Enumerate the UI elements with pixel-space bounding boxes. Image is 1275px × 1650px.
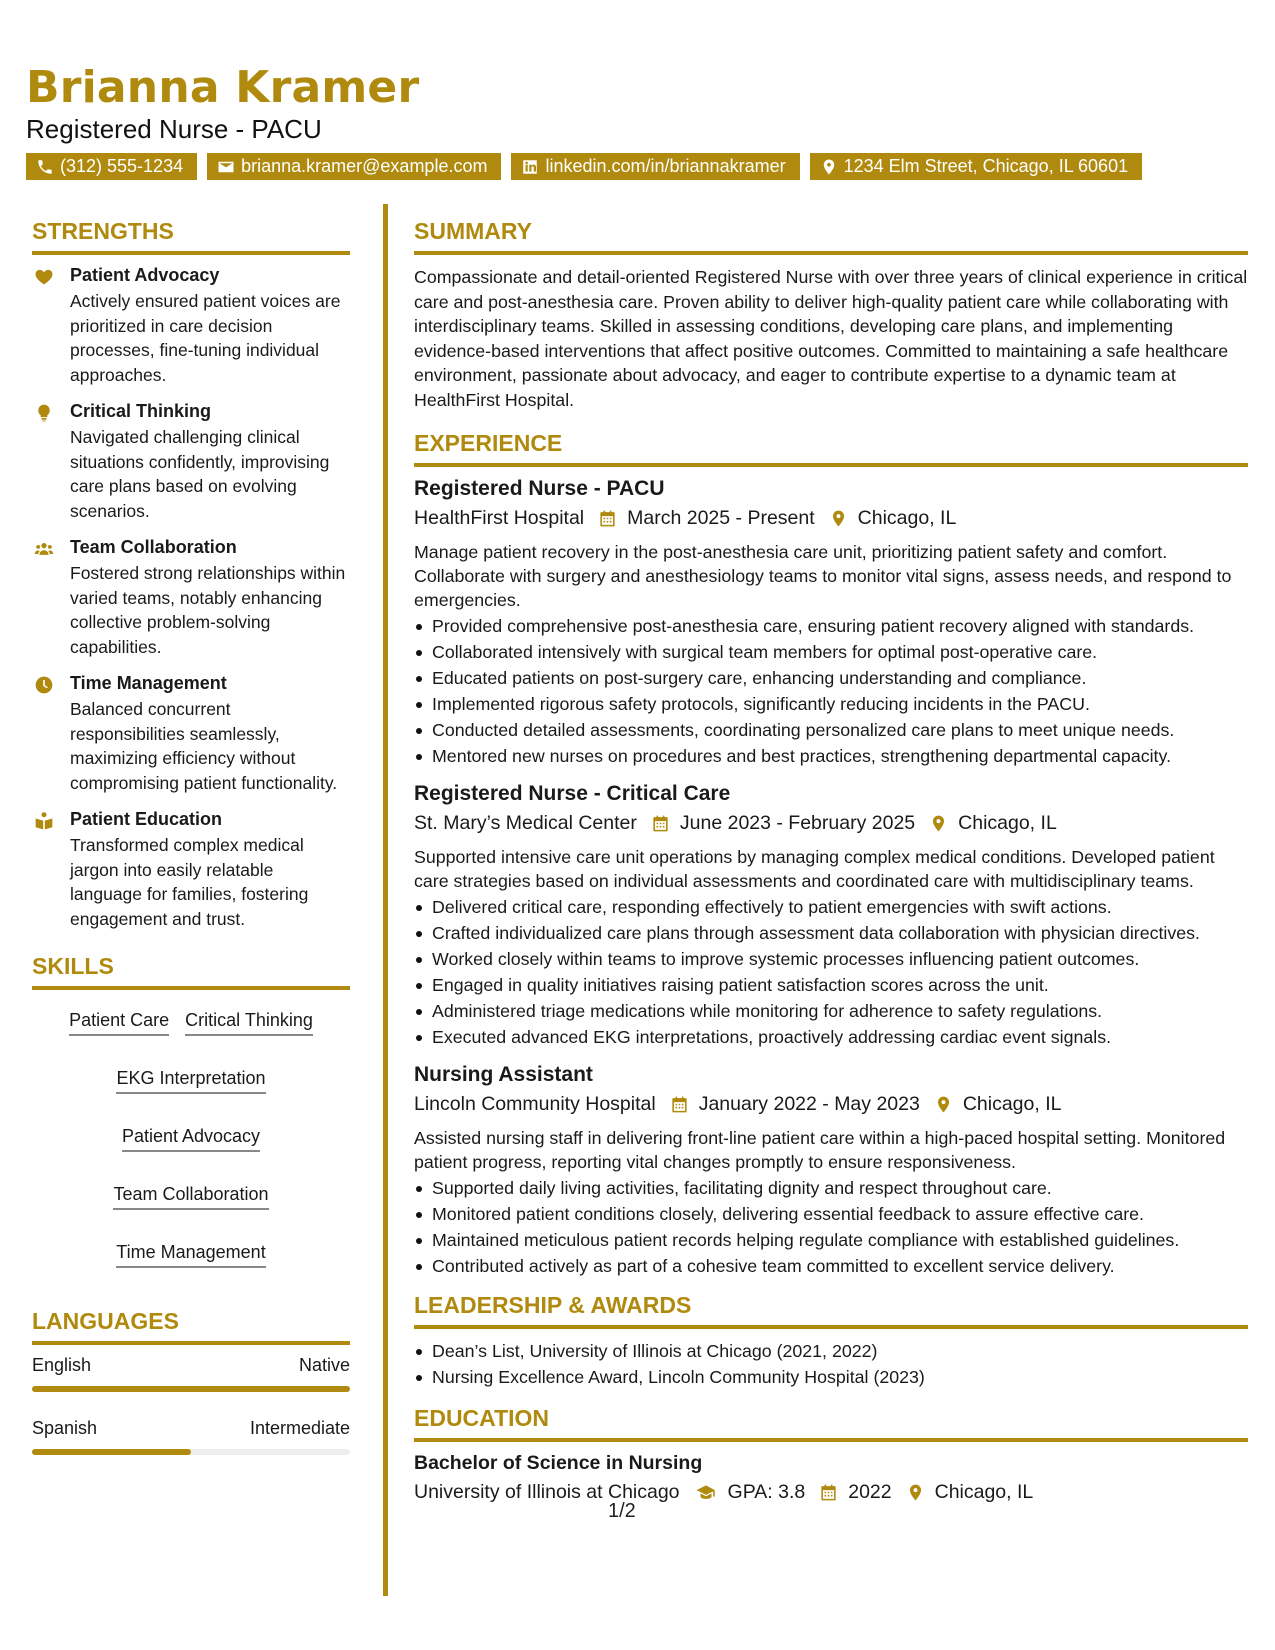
job-bullet: Maintained meticulous patient records helping regulate compliance with established guidelines.: [414, 1228, 1248, 1252]
job-dates: March 2025 - Present: [627, 507, 815, 529]
award-item: Dean’s List, University of Illinois at Chicago (2021, 2022): [414, 1339, 1248, 1363]
strength-item: [32, 673, 350, 795]
contact-phone-text: (312) 555-1234: [60, 156, 184, 176]
job-title: Registered Nurse - Critical Care: [414, 782, 731, 805]
strength-item: [32, 537, 350, 659]
education-school: University of Illinois at Chicago: [414, 1481, 680, 1503]
skill-tag: Time Management: [116, 1242, 265, 1268]
education-location: Chicago, IL: [934, 1481, 1034, 1503]
job-meta: [414, 507, 1248, 530]
lightbulb-icon: [34, 403, 54, 423]
language-proficiency-bar: [32, 1449, 350, 1455]
language-proficiency-bar: [32, 1386, 350, 1392]
envelope-icon: [217, 158, 235, 176]
users-icon: [34, 539, 54, 559]
job-bullets: [414, 614, 1248, 768]
summary-text: Compassionate and detail-oriented Registered Nurse with over three years of clinical experience in critical care and post-anesthesia care. Proven ability to deliver high-quality patient care while collaborating with interdisciplinary teams. Skilled in assessing conditions, developing care plans, and implementing evidence-based interventions that affect positive outcomes. Committed to maintaining a safe healthcare environment, passionate about advocacy, and eager to contribute expertise to a dynamic team at HealthFirst Hospital.: [414, 267, 1248, 410]
job-bullet: Worked closely within teams to improve systemic processes influencing patient outcomes.: [414, 947, 1248, 971]
skill-tag: Patient Advocacy: [122, 1126, 260, 1152]
skill-tag: Team Collaboration: [113, 1184, 268, 1210]
job-dates: June 2023 - February 2025: [679, 812, 916, 834]
job-bullet: Conducted detailed assessments, coordinating personalized care plans to meet unique needs.: [414, 718, 1248, 742]
candidate-title: Registered Nurse - PACU: [26, 114, 322, 144]
awards-heading: LEADERSHIP & AWARDS: [414, 1292, 1248, 1329]
job-bullet: Supported daily living activities, facilitating dignity and respect throughout care.: [414, 1176, 1248, 1200]
page-number: 1/2: [608, 1500, 636, 1522]
clock-icon: [34, 675, 54, 695]
job-location: Chicago, IL: [857, 507, 957, 529]
contact-linkedin-text: linkedin.com/in/briannakramer: [545, 156, 786, 176]
education-year: 2022: [848, 1481, 892, 1503]
linkedin-icon: [521, 158, 539, 176]
language-level: Intermediate: [249, 1418, 350, 1438]
education-gpa: GPA: 3.8: [727, 1481, 806, 1503]
strength-item: [32, 809, 350, 931]
job-meta: [414, 1093, 1248, 1116]
contact-email[interactable]: [207, 153, 501, 180]
language-name: English: [32, 1355, 92, 1375]
summary-heading: SUMMARY: [414, 218, 1248, 255]
strength-item: [32, 401, 350, 523]
heart-icon: [34, 267, 54, 287]
job-bullet: Delivered critical care, responding effectively to patient emergencies with swift actions.: [414, 895, 1248, 919]
education-meta: [414, 1481, 1248, 1504]
right-column: [414, 218, 1248, 1514]
graduation-cap-icon: [694, 1483, 718, 1502]
strength-desc: Transformed complex medical jargon into easily relatable language for families, fostering engagement and trust.: [70, 835, 309, 929]
languages-heading: LANGUAGES: [32, 1308, 350, 1345]
strength-item: [32, 265, 350, 387]
job-org: Lincoln Community Hospital: [414, 1093, 656, 1115]
contact-email-text: brianna.kramer@example.com: [241, 156, 488, 176]
job-title: Nursing Assistant: [414, 1063, 593, 1086]
job-bullets: [414, 895, 1248, 1049]
job-meta: [414, 812, 1248, 835]
left-column: [32, 218, 350, 1481]
job-bullet: Executed advanced EKG interpretations, proactively addressing cardiac event signals.: [414, 1025, 1248, 1049]
column-divider: [383, 204, 388, 1596]
language-proficiency-fill: [32, 1386, 350, 1392]
contact-bar: [26, 153, 1142, 180]
job-bullet: Monitored patient conditions closely, delivering essential feedback to assure effective care.: [414, 1202, 1248, 1226]
job-entry: [414, 1063, 1248, 1278]
language-level: Native: [298, 1355, 350, 1375]
job-bullet: Mentored new nurses on procedures and best practices, strengthening departmental capacity.: [414, 744, 1248, 768]
job-entry: [414, 477, 1248, 768]
calendar-icon: [651, 814, 670, 833]
skill-tag: Critical Thinking: [185, 1010, 313, 1036]
language-item: [32, 1418, 350, 1455]
calendar-icon: [819, 1483, 838, 1502]
strength-title: Patient Education: [70, 809, 223, 829]
awards-list: [414, 1339, 1248, 1389]
phone-icon: [36, 158, 54, 176]
strength-desc: Navigated challenging clinical situations confidently, improvising care plans based on evolving scenarios.: [70, 427, 330, 521]
strength-title: Team Collaboration: [70, 537, 237, 557]
map-pin-icon: [820, 158, 838, 176]
contact-linkedin[interactable]: [511, 153, 799, 180]
skill-tag: Patient Care: [69, 1010, 169, 1036]
strength-desc: Actively ensured patient voices are prioritized in care decision processes, fine-tuning individual approaches.: [70, 291, 341, 385]
award-item: Nursing Excellence Award, Lincoln Community Hospital (2023): [414, 1365, 1248, 1389]
map-pin-icon: [829, 509, 848, 528]
job-org: HealthFirst Hospital: [414, 507, 585, 529]
job-org: St. Mary’s Medical Center: [414, 812, 637, 834]
skills-heading: SKILLS: [32, 953, 350, 990]
job-bullets: [414, 1176, 1248, 1278]
job-title: Registered Nurse - PACU: [414, 477, 665, 500]
candidate-name: Brianna Kramer: [26, 62, 420, 113]
calendar-icon: [670, 1095, 689, 1114]
map-pin-icon: [929, 814, 948, 833]
education-heading: EDUCATION: [414, 1405, 1248, 1442]
strength-desc: Balanced concurrent responsibilities seamlessly, maximizing efficiency without compromising patient functionality.: [70, 699, 338, 793]
contact-address[interactable]: [810, 153, 1143, 180]
language-proficiency-fill: [32, 1449, 191, 1455]
contact-address-text: 1234 Elm Street, Chicago, IL 60601: [843, 156, 1129, 176]
strength-desc: Fostered strong relationships within varied teams, notably enhancing collective problem-solving capabilities.: [70, 563, 346, 657]
job-bullet: Collaborated intensively with surgical team members for optimal post-operative care.: [414, 640, 1248, 664]
job-desc: Manage patient recovery in the post-anesthesia care unit, prioritizing patient safety and comfort. Collaborate with surgery and anesthesiology teams to monitor vital signs, assess needs, and respond to emergencies.: [414, 542, 1232, 610]
skill-tag: EKG Interpretation: [116, 1068, 265, 1094]
job-bullet: Engaged in quality initiatives raising patient satisfaction scores across the unit.: [414, 973, 1248, 997]
job-desc: Supported intensive care unit operations by managing complex medical conditions. Developed patient care strategies based on individual assessments and coordinated care with multidisciplinary teams.: [414, 847, 1215, 891]
skills-list: [32, 1000, 350, 1268]
strength-title: Time Management: [70, 673, 227, 693]
job-bullet: Crafted individualized care plans through assessment data collaboration with physician directives.: [414, 921, 1248, 945]
calendar-icon: [598, 509, 617, 528]
contact-phone[interactable]: [26, 153, 197, 180]
experience-heading: EXPERIENCE: [414, 430, 1248, 467]
job-bullet: Provided comprehensive post-anesthesia care, ensuring patient recovery aligned with standards.: [414, 614, 1248, 638]
job-bullet: Administered triage medications while monitoring for adherence to safety regulations.: [414, 999, 1248, 1023]
strength-title: Patient Advocacy: [70, 265, 220, 285]
language-name: Spanish: [32, 1418, 98, 1438]
job-location: Chicago, IL: [962, 1093, 1062, 1115]
job-entry: [414, 782, 1248, 1049]
job-bullet: Contributed actively as part of a cohesive team committed to excellent service delivery.: [414, 1254, 1248, 1278]
map-pin-icon: [934, 1095, 953, 1114]
education-degree: Bachelor of Science in Nursing: [414, 1452, 703, 1474]
job-bullet: Educated patients on post-surgery care, enhancing understanding and compliance.: [414, 666, 1248, 690]
job-location: Chicago, IL: [958, 812, 1057, 834]
job-desc: Assisted nursing staff in delivering front-line patient care within a high-paced hospital setting. Monitored patient progress, reporting vital changes promptly to ensure responsiveness.: [414, 1128, 1226, 1172]
job-dates: January 2022 - May 2023: [698, 1093, 920, 1115]
job-bullet: Implemented rigorous safety protocols, significantly reducing incidents in the PACU.: [414, 692, 1248, 716]
strength-title: Critical Thinking: [70, 401, 212, 421]
language-item: [32, 1355, 350, 1392]
map-pin-icon: [906, 1483, 925, 1502]
strengths-heading: STRENGTHS: [32, 218, 350, 255]
book-reader-icon: [34, 811, 54, 831]
